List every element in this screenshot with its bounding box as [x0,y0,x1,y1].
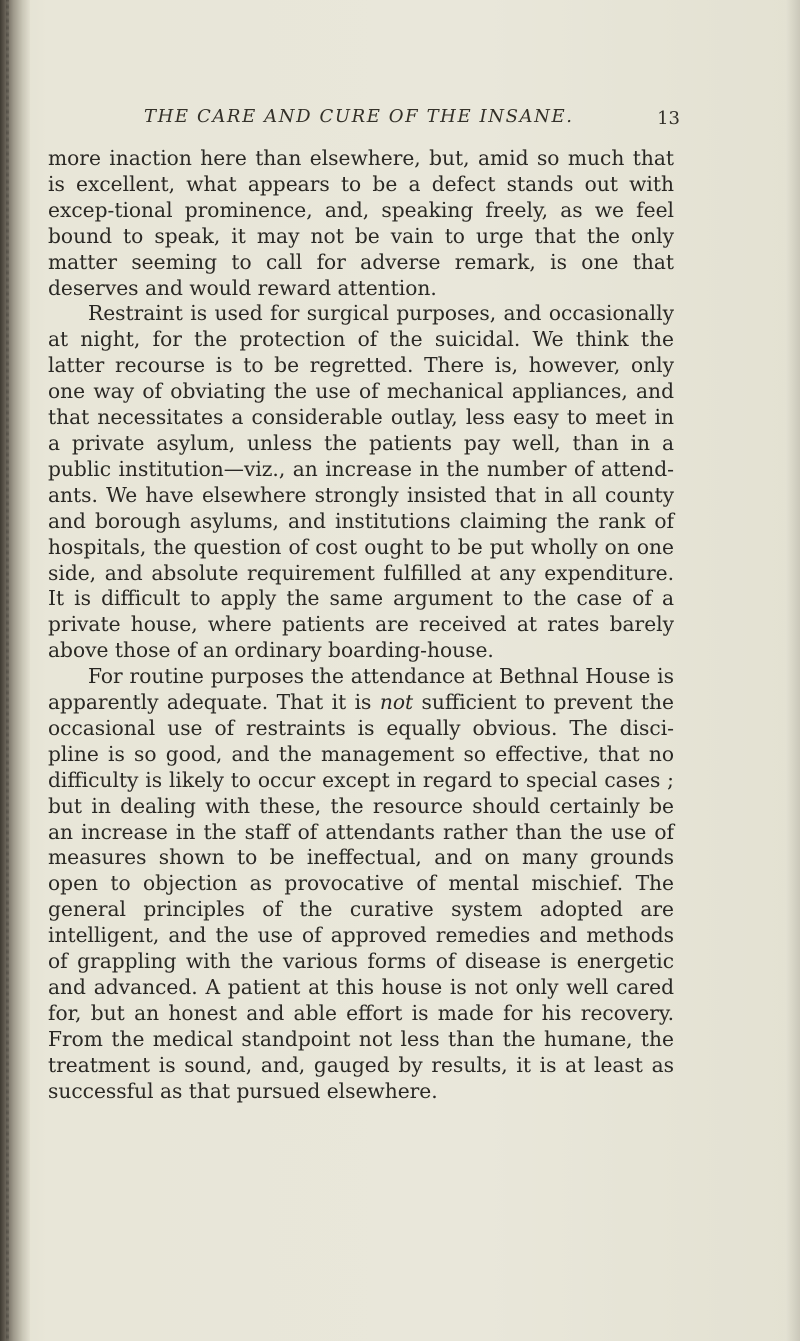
page-edge-shadow [786,0,800,1341]
page-number: 13 [657,108,680,129]
running-head [60,106,680,136]
paragraph-routine-end: sufficient to prevent the occasional use of restraints is equally obvious. The disci-pline is so good, and the management so effective, that no difficulty is likely to occur except in regard to special cases ; but in dealing with these, the resource should certainly be an increase in the staff of attendants rather than the use of measures shown to be ineffectual, and on many grounds open to objection as provocative of mental mischief. The general principles of the curative system adopted are intelligent, and the use of approved remedies and methods of grappling with the various forms of disease is energetic and advanced. A patient at this house is not only well cared for, but an honest and able effort is made for his recovery. From the medical standpoint not less than the humane, the treatment is sound, and, gauged by results, it is at least as successful as that pursued elsewhere. [48,690,674,1103]
paragraph-restraint: Restraint is used for surgical purposes, and occasionally at night, for the protection of the suicidal. We think the latter recourse is to be regretted. There is, however, only one way of obviating the use of mechanical appliances, and that necessitates a considerable outlay, less easy to meet in a private asylum, unless the patients pay well, than in a public institution—viz., an increase in the number of attend-ants. We have elsewhere strongly insisted that in all county and borough asylums, and institutions claiming the rank of hospitals, the question of cost ought to be put wholly on one side, and absolute requirement fulfilled at any expenditure. It is difficult to apply the same argument to the case of a private house, where patients are received at rates barely above those of an ordinary boarding-house. [48,301,674,663]
paragraph-continued: more inaction here than elsewhere, but, amid so much that is excellent, what appears to be a defect stands out with excep-tional prominence, and, speaking freely, as we feel bound to speak, it may not be vain to urge that the only matter seeming to call for adverse remark, is one that deserves and would reward attention. [48,146,674,300]
paragraph-routine [48,664,674,1104]
running-title: THE CARE AND CURE OF THE INSANE. [144,106,574,127]
binding-edge [0,0,30,1341]
body-text [48,146,674,1105]
emphasis-not: not [379,690,414,715]
paragraph-routine-start: For routine purposes the attendance at Bethnal House is apparently adequate. That it is [48,664,674,715]
